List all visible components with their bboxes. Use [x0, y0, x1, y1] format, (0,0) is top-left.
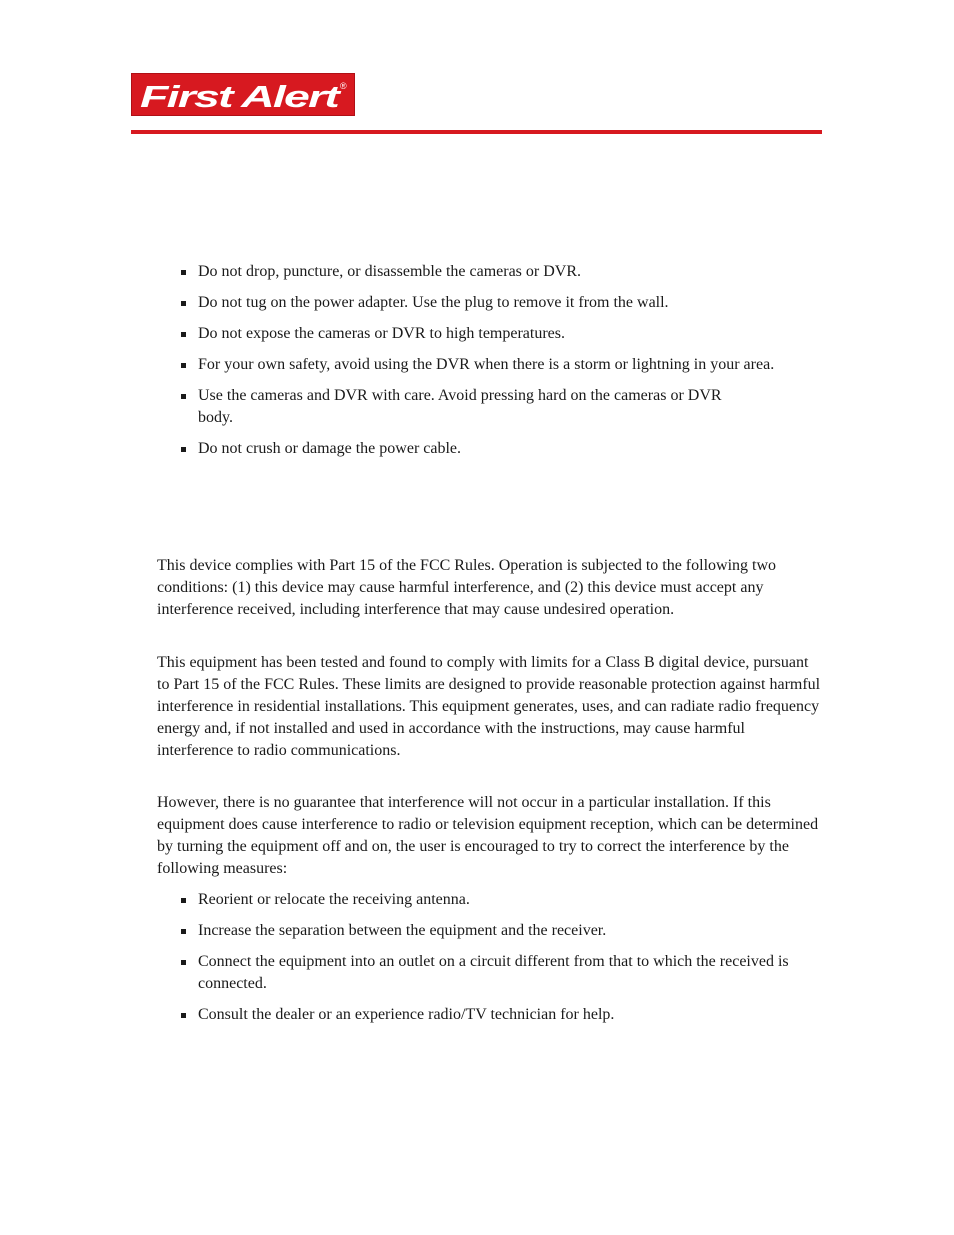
safety-precautions-list — [180, 261, 800, 469]
bullet-icon — [181, 1013, 186, 1018]
interference-paragraph: However, there is no guarantee that interference will not occur in a particular installation. If this equipment does cause interference to radio or television equipment reception, which can be determined by turning the equipment off and on, the user is encouraged to try to correct the interference by the following measures: — [157, 794, 819, 877]
list-item — [180, 323, 800, 345]
list-item — [180, 261, 800, 283]
list-item — [180, 889, 800, 911]
registered-mark: ® — [340, 81, 347, 91]
list-item-text: For your own safety, avoid using the DVR when there is a storm or lightning in your area. — [198, 356, 775, 373]
header-divider — [131, 130, 822, 134]
corrective-measures-list — [180, 889, 800, 1035]
bullet-icon — [181, 960, 186, 965]
bullet-icon — [181, 929, 186, 934]
list-item-text: Do not crush or damage the power cable. — [198, 440, 462, 457]
list-item-text: Consult the dealer or an experience radio/TV technician for help. — [198, 1006, 615, 1023]
list-item — [180, 438, 800, 460]
bullet-icon — [181, 394, 186, 399]
fcc-compliance-paragraph: This device complies with Part 15 of the FCC Rules. Operation is subjected to the following two conditions: (1) this device may cause harmful interference, and (2) this device must accept any interference received, including interference that may cause undesired operation. — [157, 557, 777, 618]
list-item-text: Do not drop, puncture, or disassemble the cameras or DVR. — [198, 263, 582, 280]
bullet-icon — [181, 898, 186, 903]
bullet-icon — [181, 332, 186, 337]
list-item — [180, 951, 800, 995]
bullet-icon — [181, 301, 186, 306]
list-item-text: Do not expose the cameras or DVR to high temperatures. — [198, 325, 566, 342]
list-item-text: Increase the separation between the equipment and the receiver. — [198, 922, 607, 939]
bullet-icon — [181, 270, 186, 275]
logo-wordmark: First Alert — [140, 79, 343, 114]
first-alert-logo — [131, 73, 355, 116]
bullet-icon — [181, 447, 186, 452]
list-item — [180, 385, 758, 429]
list-item-text: Reorient or relocate the receiving antenna. — [198, 891, 470, 908]
class-b-paragraph: This equipment has been tested and found to comply with limits for a Class B digital device, pursuant to Part 15 of the FCC Rules. These limits are designed to provide reasonable protection against harmful interference in residential installations. This equipment generates, uses, and can radiate radio frequency energy and, if not installed and used in accordance with the instructions, may cause harmful interference to radio communications. — [157, 654, 821, 759]
list-item-text: Do not tug on the power adapter. Use the plug to remove it from the wall. — [198, 294, 669, 311]
list-item — [180, 920, 800, 942]
list-item — [180, 1004, 800, 1026]
bullet-icon — [181, 363, 186, 368]
list-item-text: Connect the equipment into an outlet on a circuit different from that to which the received is connected. — [198, 953, 789, 992]
list-item-text: Use the cameras and DVR with care. Avoid pressing hard on the cameras or DVR body. — [198, 387, 722, 426]
list-item — [180, 292, 800, 314]
list-item — [180, 354, 778, 376]
